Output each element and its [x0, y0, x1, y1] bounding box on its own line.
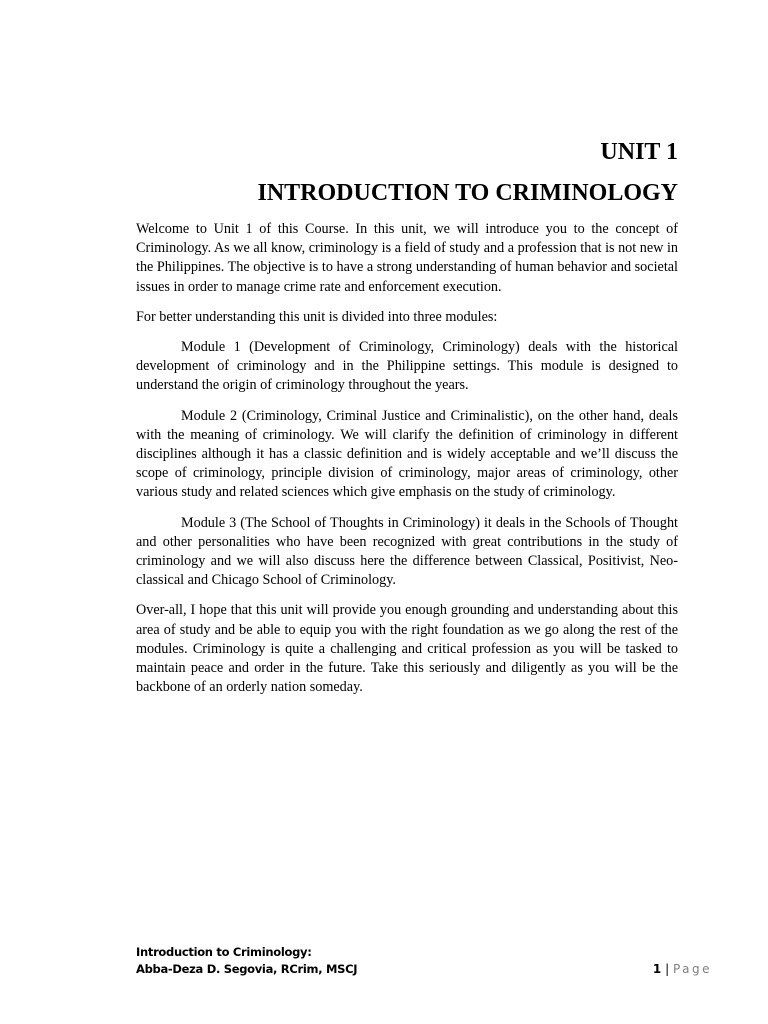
page-label: Page: [672, 962, 712, 976]
page-number: 1: [652, 962, 662, 976]
footer-page-indicator: [653, 961, 712, 978]
page-separator: |: [665, 962, 670, 976]
modules-intro-paragraph: For better understanding this unit is divided into three modules:: [136, 308, 498, 325]
module-1-paragraph: Module 1 (Development of Criminology, Criminology) deals with the historical development of criminology and in the Philippine settings. This module is designed to understand the origin of criminology throughout the years.: [136, 339, 678, 394]
module-3-paragraph: Module 3 (The School of Thoughts in Criminology) it deals in the Schools of Thought and other personalities who have been recognized with great contributions in the study of criminology and we will also discuss here the difference between Classical, Positivist, Neo-classical and Chicago School of Criminology.: [136, 514, 678, 589]
footer-course-info: [136, 944, 357, 978]
intro-paragraph: Welcome to Unit 1 of this Course. In this unit, we will introduce you to the concept of Criminology. As we all know, criminology is a field of study and a profession that is not new in the Philippines. The objective is to have a strong understanding of human behavior and societal issues in order to manage crime rate and enforcement execution.: [136, 221, 678, 295]
page-title: INTRODUCTION TO CRIMINOLOGY: [257, 180, 678, 206]
closing-paragraph: Over-all, I hope that this unit will provide you enough grounding and understanding about this area of study and be able to equip you with the right foundation as we go along the rest of the modules. Criminology is quite a challenging and critical profession as you will be tasked to maintain peace and order in the future. Take this seriously and diligently as you will be the backbone of an orderly nation someday.: [136, 602, 678, 696]
unit-heading: UNIT 1: [600, 139, 678, 165]
footer-course-title: Introduction to Criminology:: [136, 945, 312, 959]
footer-author: Abba-Deza D. Segovia, RCrim, MSCJ: [136, 962, 358, 976]
module-2-paragraph: Module 2 (Criminology, Criminal Justice and Criminalistic), on the other hand, deals with the meaning of criminology. We will clarify the definition of criminology in different disciplines although it has a classic definition and is widely acceptable and we’ll discuss the scope of criminology, principle division of criminology, major areas of criminology, other various study and related sciences which give emphasis on the study of criminology.: [136, 407, 678, 501]
body-text: [136, 220, 678, 708]
